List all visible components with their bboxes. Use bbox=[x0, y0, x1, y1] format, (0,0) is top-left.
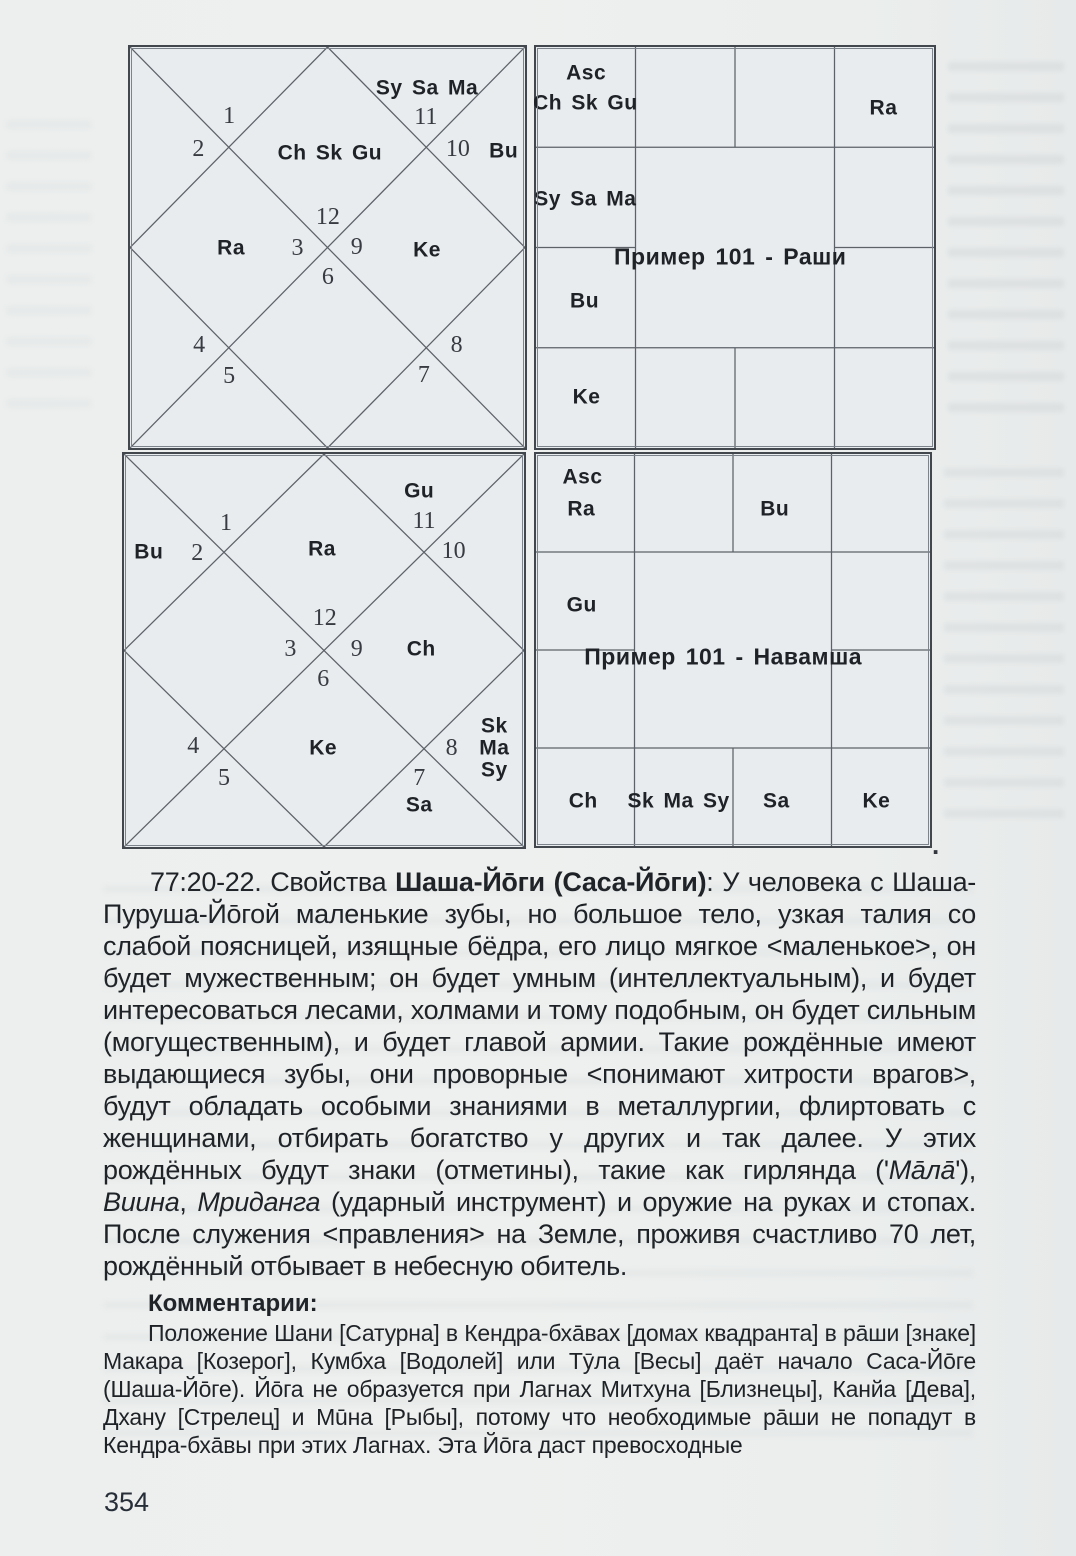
house-number: 5 bbox=[218, 764, 230, 791]
house-number: 8 bbox=[445, 735, 458, 762]
planet-label: Sa bbox=[405, 793, 433, 817]
house-number: 9 bbox=[350, 636, 363, 663]
house-number: 1 bbox=[220, 510, 232, 537]
house-number: 11 bbox=[414, 104, 438, 131]
planet-label: Sy Sa Ma bbox=[534, 187, 637, 211]
scan-bleed-artifact bbox=[6, 120, 92, 430]
planet-label: Ch Sk Gu bbox=[533, 91, 638, 115]
house-number: 7 bbox=[417, 362, 430, 389]
navamsa-chart-south-indian bbox=[534, 452, 932, 848]
page-number: 354 bbox=[104, 1487, 150, 1517]
planet-label: Ch bbox=[406, 637, 436, 661]
planet-labels-layer bbox=[536, 454, 930, 846]
house-number: 2 bbox=[191, 539, 204, 566]
house-number: 1 bbox=[223, 102, 236, 129]
house-number: 6 bbox=[317, 666, 330, 693]
house-number: 2 bbox=[192, 135, 205, 162]
navamsa-chart-north-indian bbox=[122, 452, 526, 849]
planet-label: Ke bbox=[413, 238, 441, 261]
planet-label: Ra bbox=[217, 236, 246, 259]
rasi-chart-south-indian bbox=[534, 45, 936, 450]
planet-label: Ch Sk Gu bbox=[277, 141, 383, 165]
planet-label: Sk bbox=[481, 714, 508, 738]
planet-label: Ke bbox=[572, 385, 601, 409]
planet-label: Ra bbox=[308, 537, 336, 561]
house-number: 10 bbox=[441, 537, 466, 564]
planet-label: Bu bbox=[489, 139, 519, 163]
scan-bleed-artifact bbox=[944, 468, 1064, 832]
house-number: 11 bbox=[412, 508, 436, 535]
planet-label: Sk Ma Sy bbox=[627, 789, 730, 813]
house-number: 3 bbox=[291, 234, 304, 261]
planet-label: Bu bbox=[760, 497, 790, 521]
planet-label: Ra bbox=[869, 96, 898, 120]
planet-label: Gu bbox=[404, 479, 435, 503]
rasi-chart-north-indian bbox=[128, 45, 527, 450]
house-number: 4 bbox=[193, 332, 206, 359]
comments-paragraph: Положение Шани [Сатурна] в Кендра-бхāвах [домах квадранта] в рāши [знаке] Макара [Козерог], Кумбха [Водолей] или Тӯла [Весы] даёт начало Саса-Йōге (Шаша-Йōге). Йōга не образуется при Лагнах Митхуна [Близнецы], Канйа [Дева], Дхану [Стрелец] и Мūна [Рыбы], потому что необходимые рāши не попадут в Кендра-бхāвы при этих Лагнах. Эта Йōга даст превосходные bbox=[103, 1320, 976, 1458]
stray-period: . bbox=[932, 830, 940, 860]
house-number: 4 bbox=[187, 733, 200, 760]
planet-label: Asc bbox=[566, 61, 607, 85]
planet-label: Ma bbox=[479, 736, 510, 760]
house-number: 12 bbox=[312, 604, 337, 631]
planet-label: Ke bbox=[862, 789, 891, 813]
house-number: 12 bbox=[315, 204, 340, 231]
planet-label: Ke bbox=[309, 736, 338, 760]
planet-labels-layer bbox=[124, 454, 524, 847]
house-number: 7 bbox=[413, 764, 426, 791]
house-number: 5 bbox=[223, 362, 236, 389]
planet-label: Sa bbox=[762, 789, 790, 813]
planet-label: Ch bbox=[568, 789, 598, 813]
planet-labels-layer bbox=[130, 47, 525, 448]
main-paragraph: 77:20-22. Свойства Шаша-Йōги (Саса-Йōги): У человека с Шаша-Пуруша-Йōгой маленькие зубы, но большое тело, узкая талия со слабой поясницей, изящные бёдра, его лицо мягкое <маленькое>, он будет мужественным; он будет умным (интеллектуальным), и будет интересоваться лесами, холмами и тому подобным, он будет сильным (могущественным), и будет главой армии. Такие рождённые имеют выдающиеся зубы, они проворные <понимают хитрости врагов>, будут обладать особыми знаниями в металлургии, флиртовать с женщинами, отбирать богатство у других и так далее. У этих рождённых будут знаки (отметины), такие как гирлянда ('Мāлā'), Виина, Мриданга (ударный инструмент) и оружие на руках и стопах. После служения <правления> на Земле, проживя счастливо 70 лет, рождённый отбывает в небесную обитель. bbox=[103, 867, 976, 1281]
comments-heading: Комментарии: bbox=[148, 1290, 318, 1317]
scan-bleed-artifact bbox=[948, 62, 1064, 434]
planet-label: Asc bbox=[562, 465, 603, 489]
house-number: 6 bbox=[321, 264, 334, 291]
house-number: 9 bbox=[350, 233, 363, 260]
house-number: 3 bbox=[284, 636, 297, 663]
chart-title: Пример 101 - Навамша bbox=[584, 643, 863, 670]
planet-labels-layer bbox=[533, 47, 934, 448]
house-number: 8 bbox=[450, 332, 463, 359]
planet-label: Ra bbox=[567, 497, 596, 521]
planet-label: Bu bbox=[134, 540, 164, 564]
planet-label: Gu bbox=[566, 593, 597, 617]
house-number: 10 bbox=[445, 135, 470, 162]
planet-label: Sy bbox=[481, 758, 508, 782]
text-block bbox=[103, 866, 976, 1459]
planet-label: Bu bbox=[570, 289, 600, 313]
chart-title: Пример 101 - Раши bbox=[614, 243, 847, 270]
planet-label: Sy Sa Ma bbox=[375, 76, 479, 100]
